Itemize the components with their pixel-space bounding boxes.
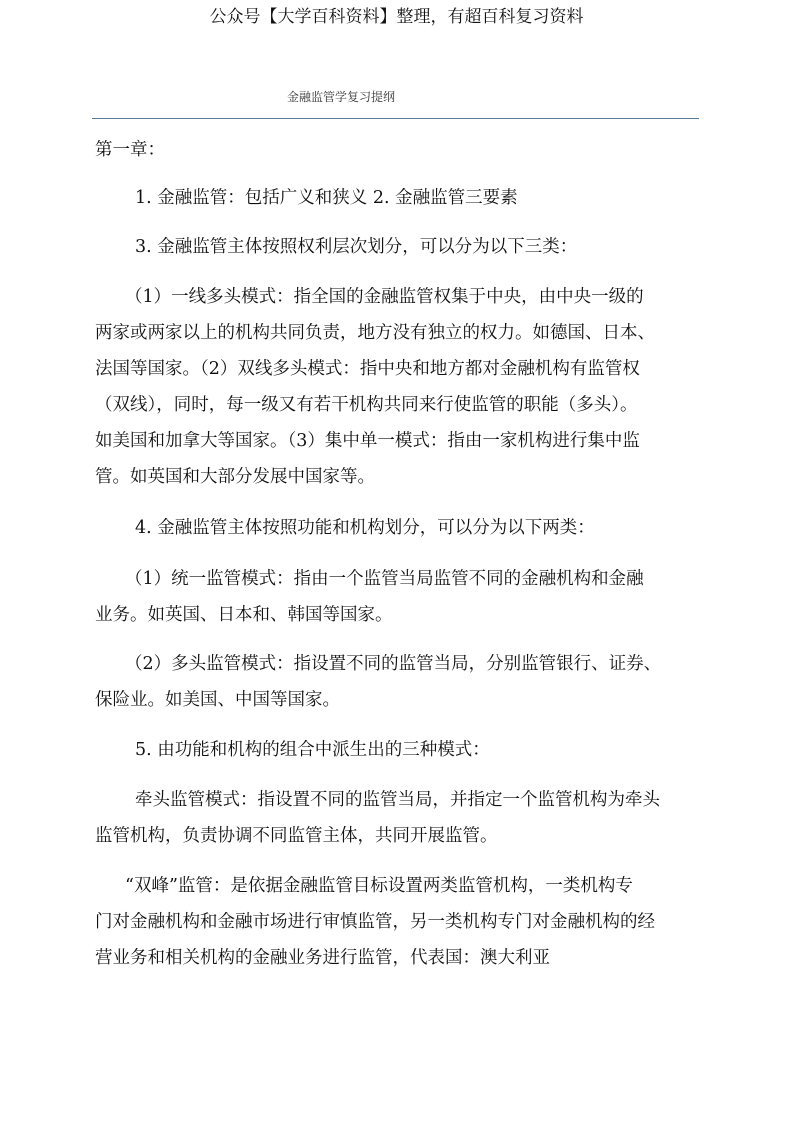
text-line: （2）多头监管模式：指设置不同的监管当局，分别监管银行、证券、 [125,654,662,674]
paragraph [95,279,705,495]
text-line: 两家或两家以上的机构共同负责，地方没有独立的权力。如德国、日本、 [95,323,655,343]
text-line: 4. 金融监管主体按照功能和机构划分，可以分为以下两类： [135,518,595,538]
text-line: 业务。如英国、日本和、韩国等国家。 [95,605,393,625]
paragraph [95,229,705,265]
text-line: 管。如英国和大部分发展中国家等。 [95,467,375,487]
text-line: （双线），同时，每一级又有若干机构共同来行使监管的职能（多头）。 [95,395,638,415]
text-line: 1. 金融监管：包括广义和狭义 2. 金融监管三要素 [135,188,518,208]
header-divider [92,118,699,119]
paragraph [95,732,705,768]
text-line: 第一章： [95,140,165,160]
paragraph [95,646,705,718]
text-line: 保险业。如美国、中国等国家。 [95,690,340,710]
paragraph [95,561,705,633]
text-line: 牵头监管模式：指设置不同的监管当局，并指定一个监管机构为牵头 [135,790,660,810]
text-line: “双峰”监管：是依据金融监管目标设置两类监管机构，一类机构专 [125,876,633,896]
paragraph [95,868,705,976]
text-line: 监管机构，负责协调不同监管主体，共同开展监管。 [95,826,498,846]
text-line: 如美国和加拿大等国家。（3）集中单一模式：指由一家机构进行集中监 [95,431,640,451]
text-line: 3. 金融监管主体按照权利层次划分，可以分为以下三类： [135,237,578,257]
text-line: （1）统一监管模式：指由一个监管当局监管不同的金融机构和金融 [125,569,644,589]
paragraph [95,782,705,854]
document-title: 金融监管学复习提纲 [287,90,396,104]
header-banner: 公众号【大学百科资料】整理，有超百科复习资料 [209,7,584,27]
text-line: 5. 由功能和机构的组合中派生出的三种模式： [135,740,490,760]
text-line: （1）一线多头模式：指全国的金融监管权集于中央，由中央一级的 [125,287,644,307]
text-line: 营业务和相关机构的金融业务进行监管，代表国：澳大利亚 [95,948,550,968]
text-line: 门对金融机构和金融市场进行审慎监管，另一类机构专门对金融机构的经 [95,912,655,932]
paragraph [95,510,705,546]
paragraph [95,132,705,168]
paragraph [95,180,705,216]
text-line: 法国等国家。（2）双线多头模式：指中央和地方都对金融机构有监管权 [95,359,640,379]
